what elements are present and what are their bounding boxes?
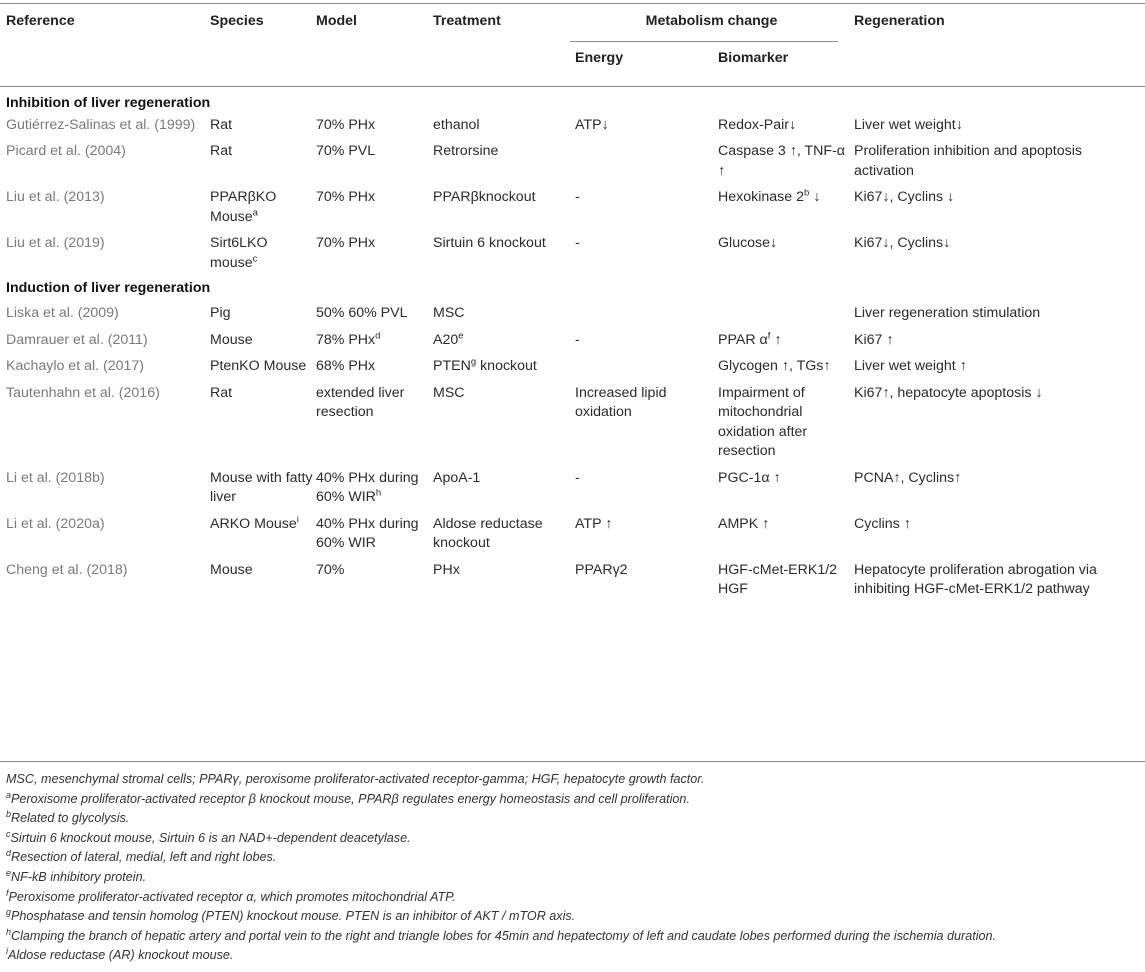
footnote-text: Peroxisome proliferator-activated receptor β knockout mouse, PPARβ regulates energy homeostasis and cell proliferation. (11, 791, 690, 806)
regeneration-cell-text: Hepatocyte proliferation abrogation via inhibiting HGF-cMet-ERK1/2 pathway (854, 561, 1097, 597)
footnote-mark: h (6, 926, 12, 937)
species-cell-text: Mouse (210, 561, 253, 578)
table-row (0, 140, 1145, 186)
biomarker-cell-text: Caspase 3 ↑, TNF-α ↑ (718, 143, 845, 179)
footnote-mark: d (6, 848, 12, 859)
model-cell (316, 114, 433, 141)
model-cell (316, 382, 433, 467)
treatment-cell-suffix: knockout (476, 358, 537, 374)
energy-cell-text: - (575, 189, 580, 205)
table-bottom-rule (0, 761, 1145, 762)
model-cell-text: 70% PHx (316, 116, 376, 133)
species-cell (210, 329, 316, 356)
reference-cell (0, 302, 210, 329)
energy-cell (569, 382, 718, 467)
reference-cell (0, 329, 210, 356)
biomarker-cell (718, 513, 854, 559)
footnote-mark: c (252, 252, 258, 264)
treatment-cell-text: ethanol (433, 116, 480, 133)
footnote-text: MSC, mesenchymal stromal cells; PPARγ, peroxisome proliferator-activated receptor-gamma; HGF, hepatocyte growth factor. (6, 772, 705, 786)
treatment-cell-text: MSC (433, 305, 465, 321)
footnote (6, 947, 233, 963)
species-cell-text: PPARβKO Mouse (210, 189, 277, 225)
footnote-mark: b (6, 809, 12, 819)
footnote-text: NF-kB inhibitory protein. (11, 870, 147, 884)
treatment-cell (433, 355, 569, 382)
energy-cell-text: Increased lipid oxidation (575, 384, 667, 420)
treatment-cell-text: MSC (433, 384, 465, 401)
regeneration-cell (854, 114, 1145, 141)
biomarker-cell (718, 467, 854, 513)
treatment-cell-text: PHx (433, 561, 460, 578)
reference-cell (0, 382, 210, 467)
reference-cell (0, 513, 210, 559)
footnote-mark: i (296, 513, 299, 525)
reference-cell-text: Tautenhahn et al. (2016) (6, 384, 160, 401)
model-cell-text: 70% (316, 561, 345, 578)
footnote-mark: c (6, 828, 11, 839)
biomarker-cell-text: HGF-cMet-ERK1/2 HGF (718, 561, 838, 597)
energy-cell (569, 513, 718, 559)
treatment-cell (433, 559, 569, 605)
model-cell-text: 70% PVL (316, 143, 376, 159)
col-header-treatment: Treatment (433, 13, 501, 29)
regeneration-cell-text: Ki67 ↑ (854, 331, 894, 348)
species-cell (210, 140, 316, 186)
footnote-mark: f (767, 329, 771, 341)
reference-cell-text: Damrauer et al. (2011) (6, 331, 148, 348)
species-cell (210, 382, 316, 467)
energy-cell (569, 467, 718, 513)
biomarker-cell (718, 186, 854, 232)
energy-cell-text: - (575, 469, 580, 486)
species-cell (210, 513, 316, 559)
model-cell (316, 329, 433, 356)
biomarker-cell-text: PGC-1α ↑ (718, 469, 781, 486)
energy-cell-text: ATP ↑ (575, 515, 613, 532)
footnote-mark: d (375, 329, 381, 341)
col-header-energy: Energy (575, 50, 624, 66)
energy-cell (569, 114, 718, 141)
energy-cell (569, 329, 718, 356)
biomarker-cell-text: PPAR α (718, 331, 768, 348)
regeneration-cell (854, 513, 1145, 559)
energy-cell-text: ATP↓ (575, 116, 609, 133)
col-header-metabolism-change: Metabolism change (645, 13, 778, 29)
footnote-mark: a (6, 789, 12, 800)
footnote (6, 830, 411, 846)
treatment-cell-text: Sirtuin 6 knockout (433, 235, 546, 251)
species-cell-text: Pig (210, 305, 231, 321)
biomarker-cell (718, 232, 854, 278)
species-cell (210, 467, 316, 513)
biomarker-cell-text: Redox-Pair↓ (718, 116, 797, 133)
model-cell-text: extended liver resection (316, 384, 405, 420)
model-cell (316, 513, 433, 559)
regeneration-cell (854, 186, 1145, 232)
table-row (0, 559, 1145, 605)
regeneration-cell (854, 302, 1145, 329)
biomarker-cell-text: Glucose↓ (718, 235, 778, 251)
species-cell (210, 302, 316, 329)
species-cell (210, 232, 316, 278)
biomarker-cell-text: AMPK ↑ (718, 515, 770, 532)
regeneration-cell (854, 140, 1145, 186)
treatment-cell (433, 382, 569, 467)
treatment-cell (433, 513, 569, 559)
footnote (6, 908, 575, 924)
biomarker-cell (718, 355, 854, 382)
model-cell-text: 70% PHx (316, 189, 376, 205)
footnote (6, 928, 996, 944)
model-cell-text: 50% 60% PVL (316, 305, 408, 321)
regeneration-cell (854, 467, 1145, 513)
table-row (0, 513, 1145, 559)
model-cell (316, 467, 433, 513)
energy-cell (569, 302, 718, 329)
energy-cell (569, 559, 718, 605)
footnote-mark: e (458, 329, 464, 341)
treatment-cell (433, 302, 569, 329)
footnote-text: Aldose reductase (AR) knockout mouse. (8, 948, 234, 963)
reference-cell-text: Gutiérrez-Salinas et al. (1999) (6, 116, 196, 133)
species-cell-text: ARKO Mouse (210, 515, 297, 532)
model-cell-text: 68% PHx (316, 358, 376, 374)
regeneration-cell (854, 232, 1145, 278)
regeneration-cell-text: Liver regeneration stimulation (854, 305, 1041, 321)
biomarker-cell-text: Impairment of mitochondrial oxidation after resection (718, 384, 808, 459)
reference-cell (0, 186, 210, 232)
biomarker-cell (718, 302, 854, 329)
col-header-biomarker: Biomarker (718, 50, 789, 66)
biomarker-cell (718, 140, 854, 186)
regeneration-cell-text: Ki67↓, Cyclins↓ (854, 235, 951, 251)
table-row (0, 232, 1145, 278)
biomarker-cell (718, 559, 854, 605)
regeneration-cell-text: Cyclins ↑ (854, 515, 911, 532)
footnote-mark: h (375, 487, 382, 499)
biomarker-cell (718, 114, 854, 141)
footnote (6, 889, 456, 905)
model-cell-text: 78% PHx (316, 331, 376, 348)
footnote-mark: g (470, 356, 477, 368)
table-row (0, 329, 1145, 356)
biomarker-cell-text: Hexokinase 2 (718, 189, 804, 205)
model-cell-text: 40% PHx during 60% WIR (316, 469, 419, 505)
reference-cell-text: Picard et al. (2004) (6, 143, 126, 159)
treatment-cell-text: ApoA-1 (433, 469, 481, 486)
energy-cell (569, 232, 718, 278)
table-row (0, 186, 1145, 232)
footnote-text: Sirtuin 6 knockout mouse, Sirtuin 6 is an NAD+-dependent deacetylase. (10, 830, 411, 845)
model-cell (316, 559, 433, 605)
footnote-mark: e (6, 867, 12, 878)
footnote-mark: i (6, 946, 8, 957)
footnote (6, 791, 690, 807)
reference-cell-text: Kachaylo et al. (2017) (6, 358, 145, 374)
footnote-text: Resection of lateral, medial, left and right lobes. (11, 850, 277, 865)
section-header-row (0, 278, 1145, 302)
footnote-mark: f (6, 887, 9, 898)
reference-cell-text: Liu et al. (2019) (6, 235, 105, 251)
treatment-cell-text: Retrorsine (433, 143, 499, 159)
treatment-cell-text: PPARβknockout (433, 189, 536, 205)
col-header-regeneration: Regeneration (854, 13, 945, 29)
regeneration-cell-text: PCNA↑, Cyclins↑ (854, 469, 962, 486)
col-header-model: Model (316, 13, 357, 29)
biomarker-cell (718, 382, 854, 467)
regeneration-cell (854, 559, 1145, 605)
section-title: Inhibition of liver regeneration (6, 95, 211, 111)
energy-cell (569, 140, 718, 186)
reference-cell-text: Li et al. (2020a) (6, 515, 105, 532)
energy-cell-text: - (575, 331, 580, 348)
energy-cell-text: - (575, 235, 580, 251)
reference-cell (0, 232, 210, 278)
footnote (6, 849, 276, 865)
regeneration-cell-text: Proliferation inhibition and apoptosis activation (854, 143, 1082, 179)
table-body (0, 86, 1145, 605)
col-header-reference: Reference (6, 13, 75, 29)
reference-cell (0, 559, 210, 605)
model-cell (316, 355, 433, 382)
section-title: Induction of liver regeneration (6, 280, 211, 296)
regeneration-cell-text: Liver wet weight↓ (854, 116, 963, 133)
reference-cell (0, 467, 210, 513)
reference-cell-text: Li et al. (2018b) (6, 469, 105, 486)
footnote (6, 810, 129, 826)
footnote-text: Related to glycolysis. (11, 811, 130, 826)
biomarker-cell-suffix: ↑ (770, 331, 782, 348)
footnote-mark: b (803, 187, 810, 199)
treatment-cell (433, 114, 569, 141)
regeneration-cell-text: Ki67↓, Cyclins ↓ (854, 189, 955, 205)
regeneration-cell (854, 382, 1145, 467)
footnote (6, 869, 146, 885)
biomarker-cell (718, 329, 854, 356)
treatment-cell-text: PTEN (433, 358, 471, 374)
model-cell (316, 140, 433, 186)
treatment-cell (433, 232, 569, 278)
biomarker-cell-suffix: ↓ (809, 189, 821, 205)
section-header-row (0, 86, 1145, 114)
footnote (6, 771, 705, 787)
reference-cell-text: Cheng et al. (2018) (6, 561, 128, 578)
model-cell-text: 40% PHx during 60% WIR (316, 515, 419, 551)
species-cell-text: Mouse with fatty liver (210, 469, 313, 505)
energy-cell (569, 355, 718, 382)
reference-cell (0, 114, 210, 141)
table-row (0, 302, 1145, 329)
regeneration-cell (854, 355, 1145, 382)
treatment-cell-text: A20 (433, 331, 459, 348)
footnote-mark: g (6, 907, 12, 917)
energy-cell-text: PPARγ2 (575, 561, 628, 578)
species-cell (210, 186, 316, 232)
species-cell-text: PtenKO Mouse (210, 358, 307, 374)
treatment-cell-text: Aldose reductase knockout (433, 515, 543, 551)
energy-cell (569, 186, 718, 232)
biomarker-cell-text: Glycogen ↑, TGs↑ (718, 358, 831, 374)
col-header-species: Species (210, 13, 264, 29)
species-cell (210, 559, 316, 605)
table-row (0, 355, 1145, 382)
table-row (0, 467, 1145, 513)
reference-cell-text: Liska et al. (2009) (6, 305, 119, 321)
species-cell-text: Sirt6LKO mouse (210, 235, 268, 271)
table-row (0, 114, 1145, 141)
species-cell-text: Rat (210, 116, 233, 133)
reference-cell (0, 140, 210, 186)
model-cell (316, 186, 433, 232)
reference-cell (0, 355, 210, 382)
treatment-cell (433, 186, 569, 232)
species-cell (210, 114, 316, 141)
footnote-text: Phosphatase and tensin homolog (PTEN) knockout mouse. PTEN is an inhibitor of AKT / mTOR axis. (11, 909, 576, 924)
model-cell (316, 302, 433, 329)
footnote-mark: a (252, 206, 258, 218)
treatment-cell (433, 329, 569, 356)
reference-cell-text: Liu et al. (2013) (6, 189, 105, 205)
regeneration-cell-text: Liver wet weight ↑ (854, 358, 967, 374)
model-cell-text: 70% PHx (316, 235, 376, 251)
regeneration-cell-text: Ki67↑, hepatocyte apoptosis ↓ (854, 384, 1043, 401)
treatment-cell (433, 467, 569, 513)
species-cell-text: Mouse (210, 331, 253, 348)
footnote-text: Peroxisome proliferator-activated receptor α, which promotes mitochondrial ATP. (8, 889, 456, 904)
model-cell (316, 232, 433, 278)
regeneration-cell (854, 329, 1145, 356)
table-row (0, 382, 1145, 467)
species-cell-text: Rat (210, 143, 233, 159)
species-cell (210, 355, 316, 382)
footnote-text: Clamping the branch of hepatic artery and portal vein to the right and triangle lobes for 45min and hepatectomy of left and caudate lobes performed during the ischemia duration. (11, 928, 997, 943)
treatment-cell (433, 140, 569, 186)
species-cell-text: Rat (210, 384, 233, 401)
